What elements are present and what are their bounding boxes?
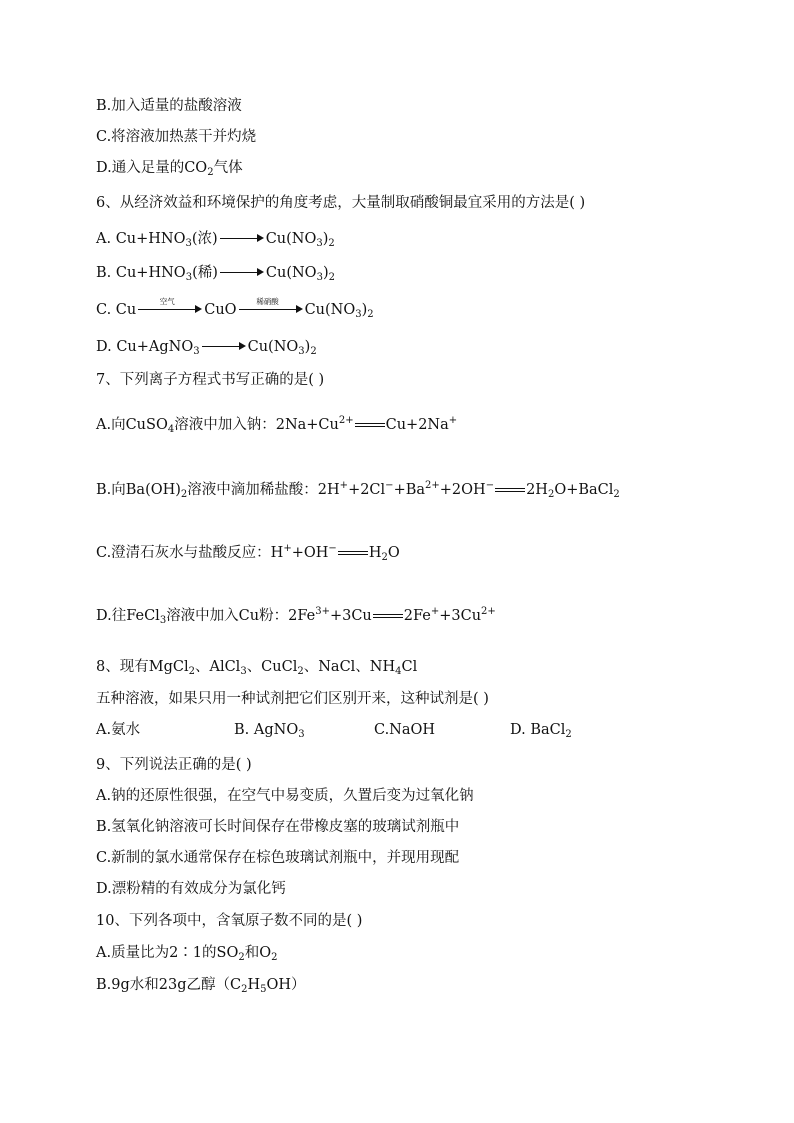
q8-option-a: A.氨水 — [96, 722, 141, 738]
q7-option-b: B.向$Ba(OH)_2$溶液中滴加稀盐酸：$2H^++2Cl^-+Ba^{2+}+2OH^-$ $2H_2O+BaCl_2$ — [96, 480, 620, 500]
q8-stem: 8、现有MgCl$_2$、AlCl$_3$、CuCl$_2$、NaCl、$NH_4Cl$ — [96, 659, 418, 677]
q5-option-c: C.将溶液加热蒸干并灼烧 — [96, 129, 257, 145]
q8-option-d: D. BaCl$_2$ — [510, 722, 572, 740]
q9-option-a: A.钠的还原性很强，在空气中易变质，久置后变为过氧化钠 — [96, 788, 474, 804]
q10-option-b: B.9g水和23g乙醇$(C_2H_5OH)$ — [96, 977, 306, 995]
q7-option-c: C.澄清石灰水与盐酸反应：H++OH− $H_2O$ — [96, 543, 400, 563]
q6-stem: 6、从经济效益和环境保护的角度考虑，大量制取硝酸铜最宜采用的方法是( ) — [96, 195, 586, 211]
reaction-arrow — [220, 263, 264, 283]
equals-sign — [338, 543, 368, 563]
q5-option-d: D.通入足量的$CO_2$气体 — [96, 160, 243, 178]
q10-option-a: A.质量比为2∶1的$SO_2$和$O_2$ — [96, 945, 278, 963]
reaction-arrow — [202, 337, 246, 357]
q7-option-a: A.向CuSO$_4$溶液中加入钠：$2Na+Cu^{2+}$ Cu+2Na+ — [96, 415, 458, 435]
q5-option-b: B.加入适量的盐酸溶液 — [96, 98, 242, 114]
q6-option-a: A. $Cu+HNO_3$(浓) $Cu(NO_3)_2$ — [96, 231, 335, 249]
q9-option-b: B.氢氧化钠溶液可长时间保存在带橡皮塞的玻璃试剂瓶中 — [96, 819, 460, 835]
q7-stem: 7、下列离子方程式书写正确的是( ) — [96, 372, 325, 388]
equals-sign — [373, 606, 403, 626]
q9-stem: 9、下列说法正确的是( ) — [96, 757, 252, 773]
q8-option-c: C.NaOH — [374, 722, 436, 738]
reaction-arrow — [220, 229, 264, 249]
reaction-arrow-air: 空气 — [138, 300, 202, 320]
q7-option-d: D.往FeCl$_3$溶液中加入Cu粉：$2Fe^{3+}+3Cu$ $2Fe^++3Cu^{2+}$ — [96, 606, 496, 626]
reaction-arrow-dilute-nitric-acid: 稀硝酸 — [239, 300, 303, 320]
q6-option-c: C. Cu 空气 CuO 稀硝酸 $Cu(NO_3)_2$ — [96, 297, 374, 320]
q8-option-b: B. AgNO$_3$ — [234, 722, 305, 740]
q9-option-c: C.新制的氯水通常保存在棕色玻璃试剂瓶中，并现用现配 — [96, 850, 460, 866]
q10-stem: 10、下列各项中，含氧原子数不同的是( ) — [96, 913, 363, 929]
equals-sign — [355, 415, 385, 435]
equals-sign — [495, 480, 525, 500]
q8-stem-continued: 五种溶液，如果只用一种试剂把它们区别开来，这种试剂是( ) — [96, 691, 489, 707]
q9-option-d: D.漂粉精的有效成分为氯化钙 — [96, 881, 286, 897]
q6-option-d: D. Cu+AgNO$_3$ $Cu(NO_3)_2$ — [96, 339, 317, 357]
q6-option-b: B. $Cu+HNO_3$(稀) $Cu(NO_3)_2$ — [96, 265, 335, 283]
